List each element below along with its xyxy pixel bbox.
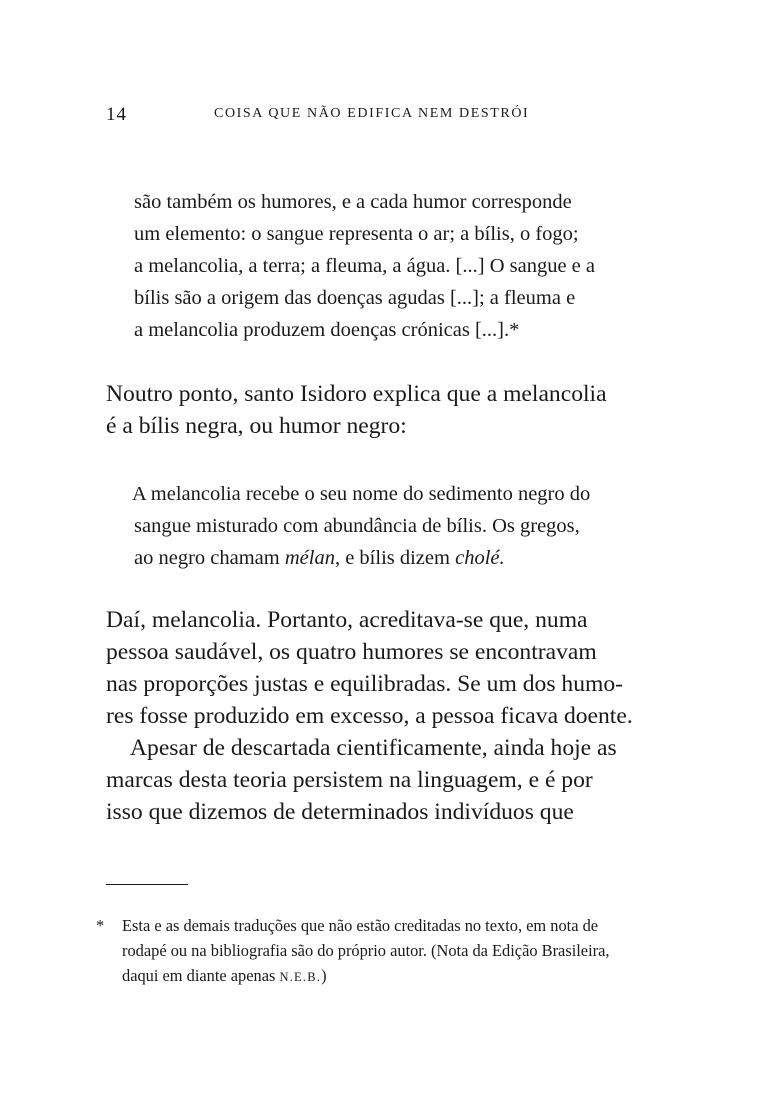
footnote-divider [106, 884, 188, 885]
running-header [106, 104, 662, 128]
quote-text: , e bílis dizem [334, 547, 456, 569]
footnote-text [122, 913, 609, 990]
body-line: Noutro ponto, santo Isidoro explica que a melancolia [106, 381, 607, 407]
quote-line: sangue misturado com abundância de bílis. Os gregos, [134, 515, 580, 537]
abbreviation-neb: N.E.B. [279, 970, 322, 984]
body-line: pessoa saudável, os quatro humores se encontravam [106, 639, 597, 665]
body-line: é a bílis negra, ou humor negro: [106, 413, 407, 439]
paragraph-isidoro [106, 378, 607, 442]
paragraph-humores [106, 604, 633, 828]
body-line: res fosse produzido em excesso, a pessoa ficava doente. [106, 703, 633, 729]
body-line: marcas desta teoria persistem na linguagem, e é por [106, 767, 593, 793]
quote-line: a melancolia, a terra; a fleuma, a água. [...] O sangue e a [134, 255, 596, 277]
quote-line-with-terms [132, 542, 590, 574]
quote-line: são também os humores, e a cada humor corresponde [134, 191, 572, 213]
body-line: nas proporções justas e equilibradas. Se um dos humo- [106, 671, 624, 697]
quote-line: a melancolia produzem doenças crónicas [...].* [134, 319, 520, 341]
greek-term-chole: cholé. [455, 547, 505, 569]
footnote-line: rodapé ou na bibliografia são do próprio autor. (Nota da Edição Brasileira, [122, 941, 610, 960]
body-line-indented: Apesar de descartada cientificamente, ainda hoje as [130, 735, 617, 761]
footnote-text-part: ) [321, 966, 327, 985]
page-number: 14 [106, 104, 127, 125]
footnote-line [122, 963, 609, 990]
footnote-marker: * [96, 916, 105, 935]
body-line: isso que dizemos de determinados indivíduos que [106, 799, 574, 825]
quote-line: um elemento: o sangue representa o ar; a bílis, o fogo; [134, 223, 579, 245]
greek-term-melan: mélan [284, 547, 335, 569]
block-quote-humores [134, 186, 595, 346]
block-quote-melancolia [132, 478, 590, 574]
quote-text: ao negro chamam [134, 547, 285, 569]
body-line: Daí, melancolia. Portanto, acreditava-se que, numa [106, 607, 588, 633]
footnote-text-part: daqui em diante apenas [122, 966, 280, 985]
quote-line: bílis são a origem das doenças agudas [...]; a fleuma e [134, 287, 576, 309]
quote-line: A melancolia recebe o seu nome do sedimento negro do [132, 483, 591, 505]
running-title: COISA QUE NÃO EDIFICA NEM DESTRÓI [214, 106, 530, 121]
footnote-line: Esta e as demais traduções que não estão creditadas no texto, em nota de [122, 916, 599, 935]
